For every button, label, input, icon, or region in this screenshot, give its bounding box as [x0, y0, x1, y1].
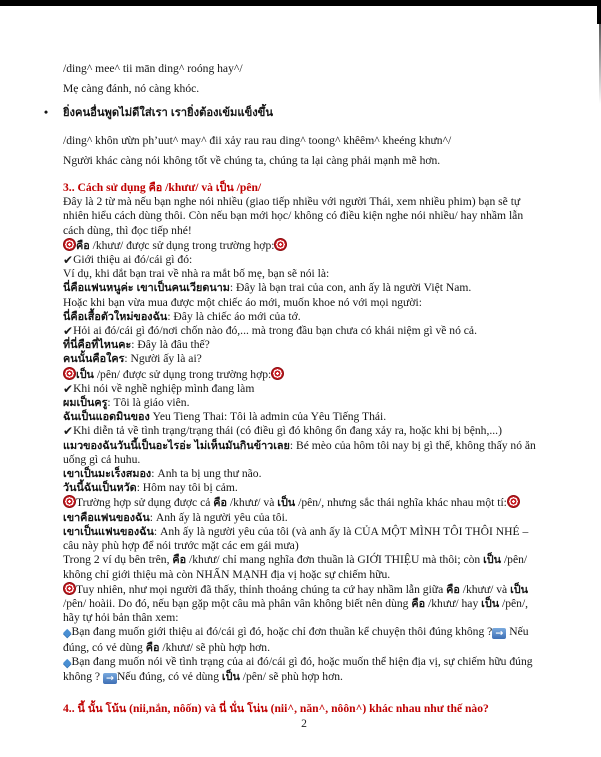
paragraph — [63, 553, 545, 581]
paragraph — [63, 195, 545, 238]
blue-diamond-icon: ◆ — [63, 655, 72, 669]
target-icon — [63, 582, 76, 595]
target-icon — [271, 367, 284, 380]
text-run: ยิ่งคนอื่นพูดไม่ดีใส่เรา เรายิ่งต้องเข้มแข็งขึ้น — [63, 107, 273, 120]
page-number: 2 — [301, 716, 307, 730]
text-run: /pên/, hãy tự hỏi bản thân xem: — [63, 596, 529, 625]
text-run: Nếu đúng, có vẻ dùng — [116, 669, 222, 683]
example-line — [63, 310, 545, 324]
text-run: เขาเป็นมะเร็งสมอง — [63, 468, 152, 481]
text-run: คือ — [76, 239, 90, 252]
text-run: /khưư/ chỉ mang nghĩa đơn thuần là GIỚI THIỆU mà thôi; còn — [186, 553, 484, 567]
example-line — [63, 352, 545, 366]
text-run: Khi diễn tả về tình trạng/trạng thái (có điều gì đó không ổn đang xảy ra, hoặc khi bị bệnh,...) — [73, 424, 502, 438]
text-run: เป็น — [277, 497, 296, 510]
example-line — [63, 467, 545, 481]
paragraph — [63, 625, 545, 654]
text-run: เขาคือแฟนของฉัน — [63, 511, 150, 524]
check-icon: ✔ — [63, 381, 74, 396]
phonetic-line — [63, 134, 545, 148]
example-line — [63, 481, 545, 495]
example-line — [63, 338, 545, 352]
check-icon: ✔ — [63, 253, 74, 268]
paragraph — [63, 439, 545, 467]
text-run: /pên/ được sử dụng trong trường hợp: — [93, 367, 272, 381]
text-run: Khi nói về nghề nghiệp mình đang làm — [73, 381, 255, 395]
document-content — [44, 62, 545, 716]
paragraph — [63, 582, 545, 626]
text-run: ฉันเป็นแอดมินของ — [63, 411, 150, 424]
paragraph — [63, 154, 545, 168]
paragraph — [63, 495, 545, 510]
scan-edge-corner — [597, 0, 601, 24]
text-run: : Anh ấy là người yêu của tôi. — [149, 510, 288, 524]
text-run: ที่นี่คือที่ไหนคะ — [63, 339, 132, 352]
text-run: /ding^ khôn ưừn ph’uut^ may^ đii xảy rau rau ding^ toong^ khêêm^ kheéng khưn^/ — [63, 133, 452, 147]
text-run: เป็น — [215, 182, 234, 195]
example-line — [63, 410, 545, 424]
text-run: 3.. Cách sử dụng — [63, 181, 149, 195]
paragraph — [63, 82, 545, 96]
text-run: นี่คือเสื้อตัวใหม่ของฉัน — [63, 310, 168, 323]
page-footer — [63, 705, 545, 731]
text-run: Bạn đang muốn nói về tình trạng của ai đó/cái gì đó, hoặc muốn thể hiện địa vị, sự chiếm hữu đúng không ? — [63, 654, 533, 683]
text-run: /pên/ không chỉ giới thiệu mà còn NHẤN MẠNH địa vị hoặc sự chiếm hữu. — [63, 553, 528, 581]
text-run: Mẹ càng đánh, nó càng khóc. — [63, 82, 200, 96]
bullet-item — [44, 106, 545, 120]
text-run: /khưư/ và — [227, 496, 278, 510]
example-line — [63, 324, 545, 338]
text-run: นี่คือแฟนหนูค่ะ เขาเป็นคนเวียดนาม — [63, 282, 230, 295]
text-run: /pên/ — [233, 181, 262, 195]
target-icon — [63, 238, 76, 251]
paragraph — [63, 655, 545, 684]
text-run: : Anh ta bị ung thư não. — [151, 467, 262, 481]
example-line — [63, 367, 545, 382]
text-run: /khưư/ và — [459, 582, 511, 596]
text-run: /pên/ sẽ phù hợp hơn. — [239, 669, 343, 683]
text-run: Hỏi ai đó/cái gì đó/nơi chốn nào đó,... mà trong đầu bạn chưa có khái niệm gì về nó cả. — [73, 324, 477, 338]
arrow-right-icon: → — [492, 628, 506, 639]
example-line — [63, 424, 545, 438]
text-run: : Đây là chiếc áo mới của tớ. — [167, 309, 301, 323]
text-run: คือ — [213, 497, 228, 510]
text-run: เป็น — [483, 554, 502, 567]
check-icon: ✔ — [63, 424, 74, 439]
text-run: (nii,nắn, nôốn) và — [126, 702, 219, 716]
target-icon — [63, 367, 76, 380]
text-run: Ví dụ, khi dắt bạn trai về nhà ra mắt bố mẹ, bạn sẽ nói là: — [63, 267, 330, 281]
text-run: เป็น — [510, 583, 529, 596]
text-run: Đây là 2 từ mà nếu bạn nghe nói nhiều (giao tiếp nhiều với người Thái, xem nhiều phim) bạn sẽ tự nhiên hiểu cách dùng thôi. Còn nếu bạn mới học/ không có điều kiện nghe nói nhiều/ hay nhầm lẫn cách dùng, thì đọc tiếp nhé! — [63, 195, 524, 237]
target-icon — [63, 495, 76, 508]
text-run: วันนี้ฉันเป็นหวัด — [63, 482, 137, 495]
text-run: : Hôm nay tôi bị cảm. — [136, 481, 238, 495]
paragraph — [63, 267, 545, 281]
text-run: Hoặc khi bạn vừa mua được một chiếc áo mới, muốn khoe nó với mọi người: — [63, 295, 422, 309]
text-run: เป็น — [481, 597, 500, 610]
text-run: Bạn đang muốn giới thiệu ai đó/cái gì đó, hoặc chỉ đơn thuần kể chuyện thôi đúng không ? — [71, 625, 493, 639]
text-run: Trong 2 ví dụ bên trên, — [63, 553, 173, 567]
text-run: Giới thiệu ai đó/cái gì đó: — [73, 253, 193, 267]
text-run: /pên/ hoàii. Do đó, nếu bạn gặp một câu mà phân vân không biết nên dùng — [63, 596, 412, 610]
paragraph — [63, 296, 545, 310]
arrow-right-icon: → — [103, 673, 117, 684]
paragraph — [63, 525, 545, 553]
text-run: คือ — [411, 597, 426, 610]
text-run: คือ — [148, 182, 163, 195]
text-run: แมวของฉันวันนี้เป็นอะไรอ่ะ ไม่เห็นมันกินข้าวเลย — [63, 439, 290, 452]
text-run: คือ — [145, 641, 160, 654]
text-run: : Bé mèo của hôm tôi nay bị gì thế, không thấy nó ăn uống gì cả huhu. — [63, 438, 536, 466]
text-run: /khưư/ được sử dụng trong trường hợp: — [89, 238, 275, 252]
text-run: คือ — [446, 583, 460, 596]
text-run: คือ — [172, 554, 187, 567]
section-heading — [63, 181, 545, 195]
text-run: คนนั้นคือใคร — [63, 353, 125, 366]
blue-diamond-icon: ◆ — [63, 626, 72, 640]
example-line — [63, 281, 545, 295]
text-run: : Người ấy là ai? — [124, 352, 202, 366]
text-run: เขาเป็นแฟนของฉัน — [63, 525, 154, 538]
text-run: : Đây là bạn trai của con, anh ấy là người Việt Nam. — [229, 281, 472, 295]
target-icon — [507, 495, 520, 508]
text-run: Người khác càng nói không tốt về chúng ta, chúng ta lại càng phải mạnh mẽ hơn. — [63, 153, 441, 167]
text-run: ผมเป็นครู — [63, 397, 108, 410]
text-run: : Tôi là giáo viên. — [107, 396, 190, 410]
text-run: /khưư/ sẽ phù hợp hơn. — [159, 640, 270, 654]
text-run: • — [44, 106, 49, 120]
text-run: เป็น — [76, 368, 94, 381]
text-run: นี้ นั้น โน้น — [77, 703, 127, 716]
text-run: เป็น — [221, 670, 240, 683]
example-line — [63, 238, 545, 253]
text-run: Nếu đúng, có vẻ dùng — [63, 625, 529, 654]
text-run: : Đây là đâu thế? — [131, 338, 210, 352]
text-run: Yeu Tieng Thai: Tôi là admin của Yêu Tiếng Thái. — [149, 410, 387, 424]
text-run: /khưư/ và — [162, 181, 216, 195]
text-run: /ding^ mee^ tii mān ding^ roóng hay^/ — [63, 62, 243, 75]
scan-edge-top — [0, 0, 601, 6]
text-run: /khưư/ hay — [425, 596, 482, 610]
example-line — [63, 382, 545, 396]
check-icon: ✔ — [63, 324, 74, 339]
text-run: Tuy nhiên, như mọi người đã thấy, thỉnh thoảng chúng ta cứ hay nhầm lẫn giữa — [76, 582, 447, 596]
text-run: 4.. — [63, 702, 78, 716]
example-line — [63, 253, 545, 267]
text-run: (nii^, năn^, nôôn^) khác nhau như thế nào? — [267, 702, 489, 716]
text-run: /pên/, nhưng sắc thái nghĩa khác nhau một tí: — [295, 496, 507, 510]
text-run: : Anh ấy là người yêu của tôi (và anh ấy là CỦA MỘT MÌNH TÔI THÔI NHÉ – câu này phù hợp để nói trước mặt các em gái mưa) — [63, 524, 529, 553]
text-run: นี่ นั่น โน่น — [218, 703, 268, 716]
phonetic-line — [63, 62, 545, 76]
example-line — [63, 511, 545, 525]
example-line — [63, 396, 545, 410]
text-run: Trường hợp sử dụng được cả — [76, 496, 214, 510]
target-icon — [274, 238, 287, 251]
